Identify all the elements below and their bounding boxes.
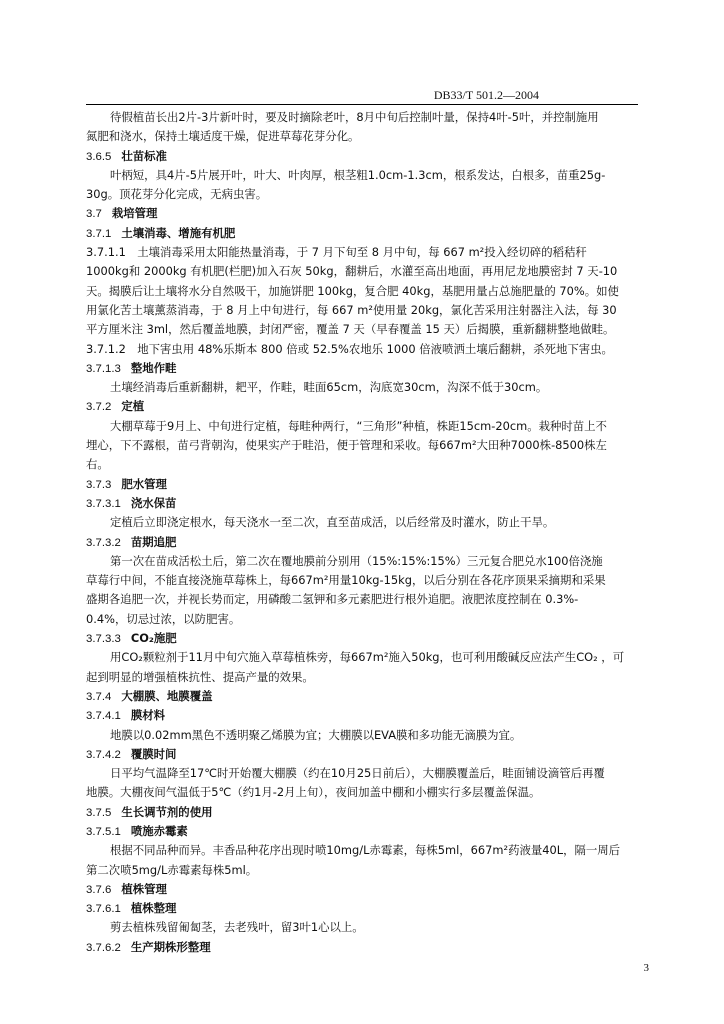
paragraph-line: 3.7.1.1 土壤消毒采用太阳能热量消毒，于 7 月下旬至 8 月中旬，每 667 m²投入经切碎的稻秸秆	[86, 245, 587, 260]
section-title: 生长调节剂的使用	[121, 804, 213, 819]
section-heading	[86, 494, 658, 513]
section-title: 浇水保苗	[130, 495, 177, 510]
section-number: 3.7.2	[86, 401, 112, 414]
section-heading	[86, 224, 658, 243]
paragraph-line: 剪去植株残留匍匐茎，去老残叶，留3叶1心以上。	[110, 920, 364, 935]
page-number: 3	[643, 962, 649, 974]
paragraph-line: 用CO₂颗粒剂于11月中旬穴施入草莓植株旁，每667m²施入50kg，也可利用酸碱反应法产生CO₂ ，可	[110, 650, 625, 665]
section-number: 3.7.1	[86, 227, 112, 240]
paragraph-line: 地膜。大棚夜间气温低于5℃（约1月-2月上旬），夜间加盖中棚和小棚实行多层覆盖保温。	[86, 785, 541, 800]
paragraph-line: 0.4%，切忌过浓，以防肥害。	[86, 611, 241, 626]
paragraph-line: 起到明显的增强植株抗性、提高产量的效果。	[86, 669, 314, 684]
section-title: 植株整理	[130, 901, 177, 916]
paragraph-line: 1000kg和 2000kg 有机肥(栏肥)加入石灰 50kg，翻耕后，水灌至高出地面，再用尼龙地膜密封 7 天-10	[86, 264, 618, 279]
section-heading	[86, 147, 658, 166]
section-title: 壮苗标准	[121, 148, 167, 163]
section-number: 3.7.5	[86, 806, 112, 819]
section-title: 膜材料	[130, 708, 166, 723]
section-heading	[86, 204, 658, 223]
section-heading	[86, 880, 658, 899]
paragraph-line: 盛期各追肥一次，并视长势而定，用磷酸二氢钾和多元素肥进行根外追肥。液肥浓度控制在 0.3%-	[86, 592, 579, 607]
paragraph-line: 天。揭膜后让土壤将水分自然吸干，加施饼肥 100kg，复合肥 40kg，基肥用量占总施肥量的 70%。如使	[86, 283, 619, 298]
section-heading	[86, 745, 658, 764]
section-title: 定植	[121, 399, 145, 414]
section-heading	[86, 533, 658, 552]
paragraph-line: 根据不同品种而异。丰香品种花序出现时喷10mg/L赤霉素，每株5ml，667m²药液量40L，隔一周后	[110, 843, 621, 858]
paragraph-line: 右。	[86, 457, 109, 472]
paragraph-line: 草莓行中间，不能直接浇施草莓株上，每667m²用量10kg-15kg，以后分别在各花序顶果采摘期和采果	[86, 573, 606, 588]
paragraph-line: 用氯化苦土壤薰蒸消毒，于 8 月上中旬进行，每 667 m²使用量 20kg，氯化苦采用注射器注入法，每 30	[86, 302, 617, 317]
section-title: 苗期追肥	[130, 534, 177, 549]
section-title: 大棚膜、地膜覆盖	[121, 688, 213, 703]
section-number: 3.7.4.1	[86, 710, 121, 723]
section-title: 栽培管理	[111, 206, 158, 221]
document-code-header: DB33/T 501.2—2004	[433, 88, 539, 102]
section-heading	[86, 803, 658, 822]
section-heading	[86, 822, 658, 841]
paragraph-line: 地膜以0.02mm黑色不透明聚乙烯膜为宜；大棚膜以EVA膜和多功能无滴膜为宜。	[110, 727, 522, 742]
paragraph-line: 定植后立即浇定根水，每天浇水一至二次，直至苗成活，以后经常及时灌水，防止干旱。	[110, 515, 555, 530]
section-heading	[86, 397, 658, 416]
section-heading	[86, 687, 658, 706]
paragraph-line: 待假植苗长出2片-3片新叶时，要及时摘除老叶，8月中旬后控制叶量，保持4叶-5叶，并控制施用	[110, 110, 599, 124]
section-number: 3.7.4	[86, 690, 112, 703]
section-title: 土壤消毒、增施有机肥	[121, 225, 236, 240]
section-title: 喷施赤霉素	[130, 823, 188, 838]
section-title: 肥水管理	[121, 476, 167, 491]
paragraph-line: 土壤经消毒后重新翻耕，耙平，作畦，畦面65cm，沟底宽30cm，沟深不低于30cm。	[110, 380, 548, 395]
section-number: 3.7.1.3	[86, 362, 121, 375]
paragraph-line: 第一次在苗成活松土后，第二次在覆地膜前分别用（15%:15%:15%）三元复合肥兑水100倍浇施	[110, 553, 603, 568]
section-number: 3.7.3.3	[86, 633, 121, 646]
paragraph-line: 日平均气温降至17℃时开始覆大棚膜（约在10月25日前后），大棚膜覆盖后，畦面铺设滴管后再覆	[110, 766, 605, 781]
header-rule	[86, 104, 638, 105]
section-number: 3.7.6	[86, 883, 112, 896]
section-title: CO₂施肥	[130, 631, 177, 646]
section-number: 3.7	[86, 208, 102, 221]
section-heading	[86, 899, 658, 918]
section-heading	[86, 629, 658, 648]
paragraph-line: 大棚草莓于9月上、中旬进行定植，每畦种两行，“三角形”种植，株距15cm-20cm。栽种时苗上不	[110, 418, 607, 433]
section-number: 3.7.6.2	[86, 941, 121, 954]
section-number: 3.7.3.2	[86, 536, 121, 549]
paragraph-line: 埋心，下不露根，苗弓背朝沟，使果实产于畦沿，便于管理和采收。每667m²大田种7000株-8500株左	[86, 438, 607, 453]
paragraph-line: 第二次喷5mg/L赤霉素每株5ml。	[86, 862, 258, 877]
paragraph-line: 叶柄短，具4片-5片展开叶，叶大、叶肉厚，根茎粗1.0cm-1.3cm，根系发达，白根多，苗重25g-	[110, 167, 606, 182]
section-heading	[86, 706, 658, 725]
section-title: 植株管理	[121, 881, 167, 896]
section-title: 生产期株形整理	[130, 939, 211, 954]
section-number: 3.6.5	[86, 150, 112, 163]
section-number: 3.7.3.1	[86, 497, 121, 510]
paragraph-line: 3.7.1.2 地下害虫用 48%乐斯本 800 倍或 52.5%农地乐 1000 倍液喷洒土壤后翻耕，杀死地下害虫。	[86, 341, 613, 356]
section-title: 覆膜时间	[130, 746, 177, 761]
document-body	[86, 108, 658, 957]
section-title: 整地作畦	[130, 360, 177, 375]
section-number: 3.7.5.1	[86, 825, 121, 838]
section-heading	[86, 938, 658, 957]
section-number: 3.7.6.1	[86, 903, 121, 916]
section-number: 3.7.4.2	[86, 748, 121, 761]
section-heading	[86, 359, 658, 378]
section-heading	[86, 475, 658, 494]
paragraph-line: 平方厘米注 3ml，然后覆盖地膜，封闭严密，覆盖 7 天（早春覆盖 15 天）后揭膜，重新翻耕整地做畦。	[86, 322, 615, 337]
section-number: 3.7.3	[86, 478, 112, 491]
paragraph-line: 30g。顶花芽分化完成，无病虫害。	[86, 187, 268, 202]
paragraph-line: 氮肥和浇水，保持土壤适度干燥，促进草莓花芽分化。	[86, 129, 360, 144]
